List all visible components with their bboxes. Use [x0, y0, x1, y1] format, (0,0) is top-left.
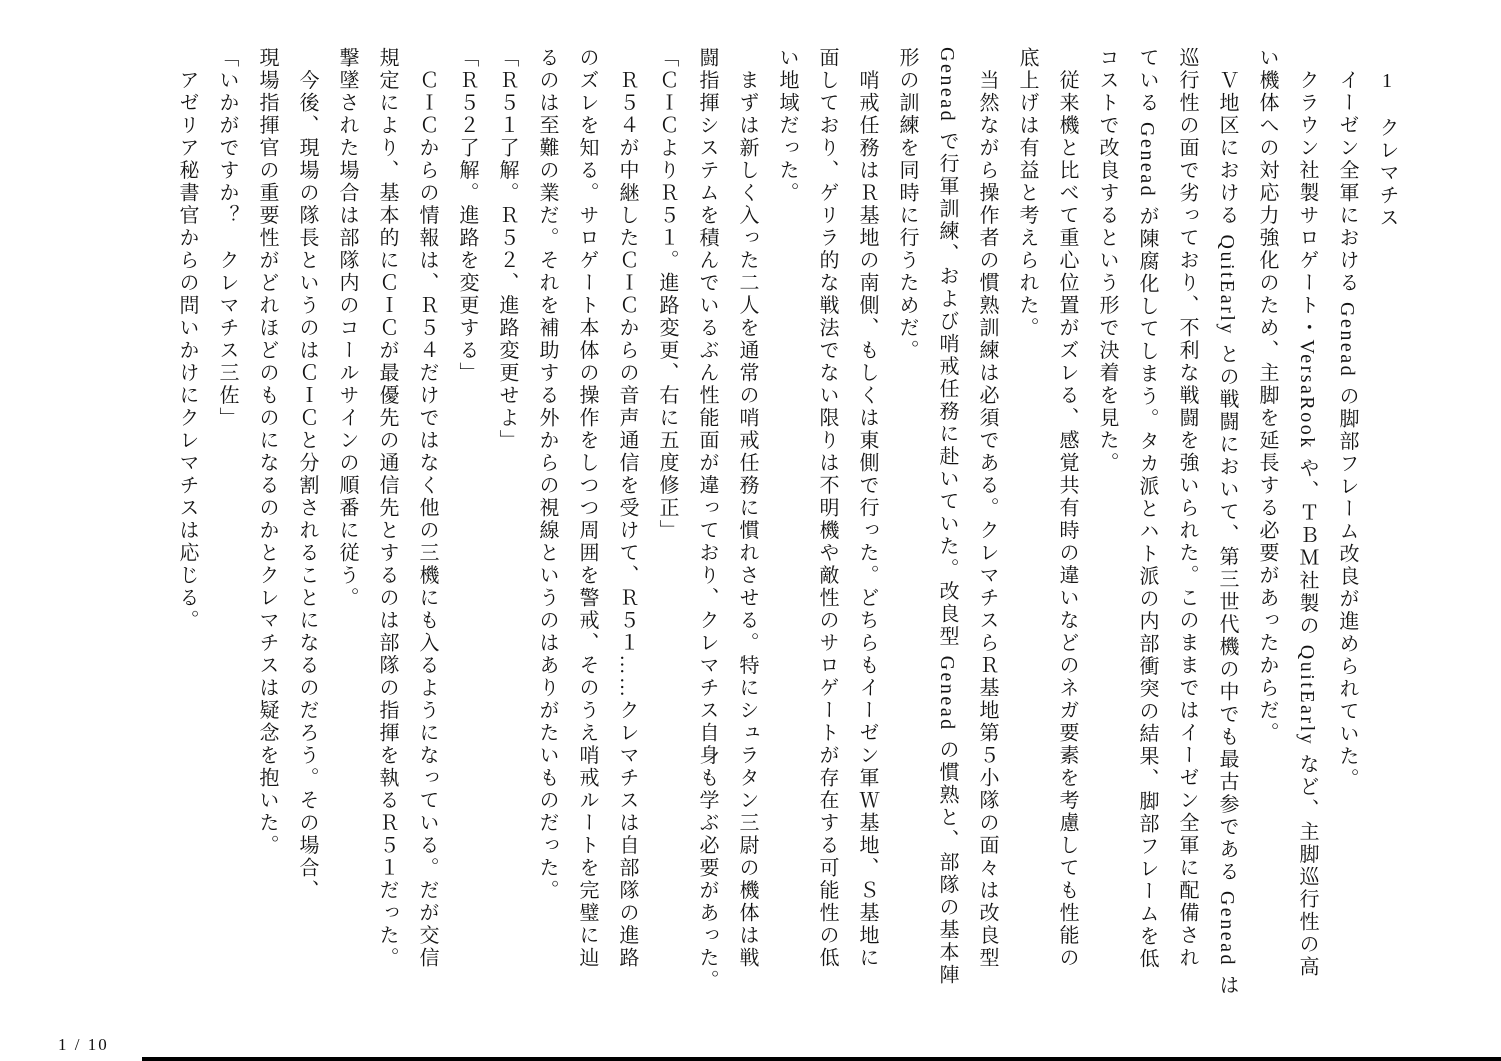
window-edge-bar — [142, 1057, 1501, 1061]
body-line: ている Genead が陳腐化してしまう。タカ派とハト派の内部衝突の結果、脚部フレームを低 — [1136, 47, 1158, 971]
dialogue-line: 「Ｒ５１了解。Ｒ５２、進路変更せよ」 — [496, 47, 518, 452]
body-line: ＣＩＣからの情報は、Ｒ５４だけではなく他の三機にも入るようになっている。だが交信 — [416, 47, 438, 970]
body-line: のズレを知る。サロゲート本体の操作をしつつ周囲を警戒、そのうえ哨戒ルートを完璧に辿 — [576, 47, 598, 970]
body-line: 面しており、ゲリラ的な戦法でない限りは不明機や敵性のサロゲートが存在する可能性の低 — [816, 47, 838, 970]
body-line: 当然ながら操作者の慣熟訓練は必須である。クレマチスらＲ基地第５小隊の面々は改良型 — [976, 47, 998, 970]
dialogue-line: 「ＣＩＣよりＲ５１。進路変更、右に五度修正」 — [656, 47, 678, 542]
body-line: アゼリア秘書官からの問いかけにクレマチスは応じる。 — [176, 47, 198, 632]
body-line: 従来機と比べて重心位置がズレる、感覚共有時の違いなどのネガ要素を考慮しても性能の — [1056, 47, 1078, 970]
body-line: い地域だった。 — [776, 47, 798, 205]
body-line: コストで改良するという形で決着を見た。 — [1096, 47, 1118, 475]
body-line: Genead で行軍訓練、および哨戒任務に赴いていた。改良型 Genead の慣熟と、部隊の基本陣 — [936, 47, 958, 987]
body-line: Ｒ５４が中継したＣＩＣからの音声通信を受けて、Ｒ５１……クレマチスは自部隊の進路 — [616, 47, 638, 970]
dialogue-line: 「Ｒ５２了解。進路を変更する」 — [456, 47, 478, 385]
body-line: 哨戒任務はＲ基地の南側、もしくは東側で行った。どちらもイーゼン軍Ｗ基地、Ｓ基地に — [856, 47, 878, 970]
body-line: 規定により、基本的にＣＩＣが最優先の通信先とするのは部隊の指揮を執るＲ５１だった。 — [376, 47, 398, 970]
body-line: い機体への対応力強化のため、主脚を延長する必要があったからだ。 — [1256, 47, 1278, 745]
dialogue-line: 「いかがですか？ クレマチス三佐」 — [216, 47, 238, 430]
body-line: Ｖ地区における QuitEarly との戦闘において、第三世代機の中でも最古参である Genead は — [1216, 47, 1238, 997]
body-line: るのは至難の業だ。それを補助する外からの視線というのはありがたいものだった。 — [536, 47, 558, 902]
body-line: まずは新しく入った二人を通常の哨戒任務に慣れさせる。特にシュラタン三尉の機体は戦 — [736, 47, 758, 970]
body-line: 巡行性の面で劣っており、不利な戦闘を強いられた。このままではイーゼン全軍に配備され — [1176, 47, 1198, 970]
body-line: 闘指揮システムを積んでいるぶん性能面が違っており、クレマチス自身も学ぶ必要があった。 — [696, 47, 718, 992]
body-line: イーゼン全軍における Genead の脚部フレーム改良が進められていた。 — [1336, 47, 1358, 791]
body-line: クラウン社製サロゲート・VersaRook や、ＴＢＭ社製の QuitEarly など、主脚巡行性の高 — [1296, 47, 1318, 979]
vertical-text-area — [167, 47, 1407, 999]
body-line: 底上げは有益と考えられた。 — [1016, 47, 1038, 340]
body-line: 現場指揮官の重要性がどれほどのものになるのかとクレマチスは疑念を抱いた。 — [256, 47, 278, 857]
page-indicator: 1 / 10 — [58, 1035, 109, 1054]
body-line: 撃墜された場合は部隊内のコールサインの順番に従う。 — [336, 47, 358, 610]
chapter-title: 1 クレマチス — [1376, 70, 1398, 230]
body-line: 形の訓練を同時に行うためだ。 — [896, 47, 918, 362]
body-line: 今後、現場の隊長というのはＣＩＣと分割されることになるのだろう。その場合、 — [296, 47, 318, 902]
